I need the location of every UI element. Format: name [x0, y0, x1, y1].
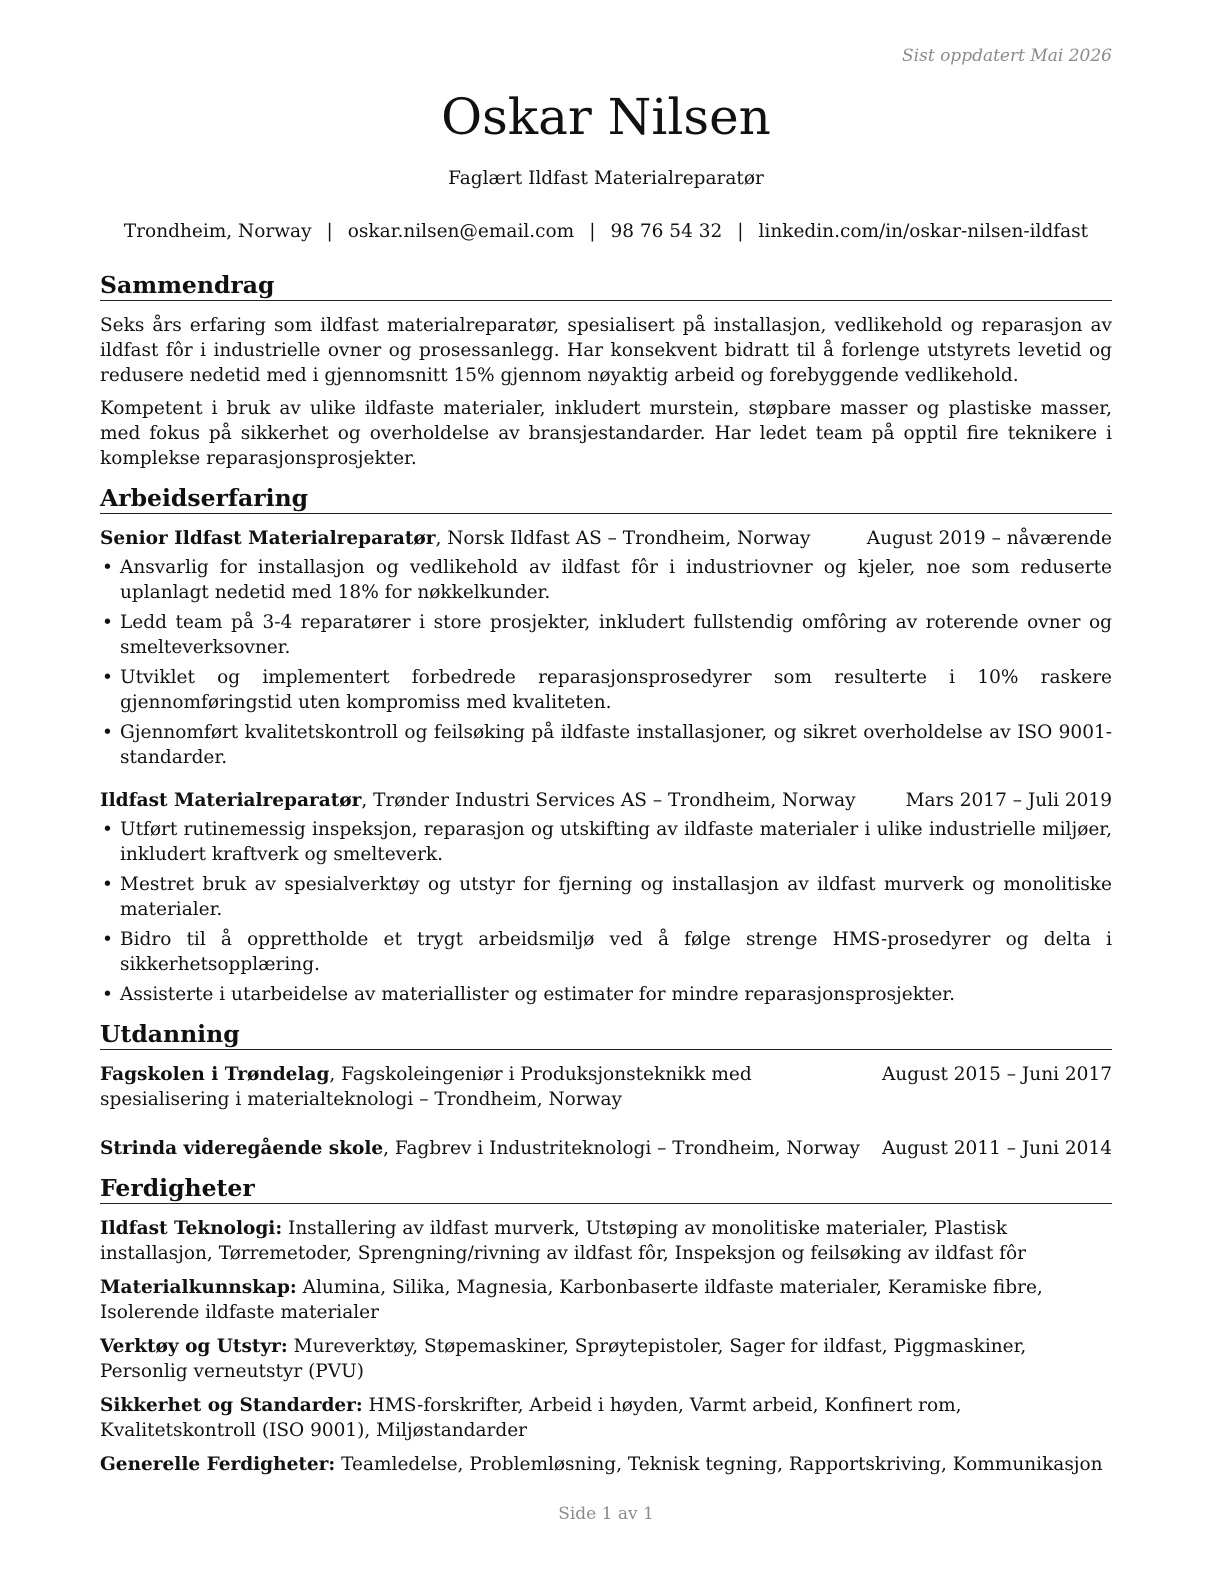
list-item: • Assisterte i utarbeidelse av materiallister og estimater for mindre reparasjonsprosjekter. [100, 982, 1112, 1007]
list-item: • Ledd team på 3-4 reparatører i store prosjekter, inkludert fullstendig omfôring av roterende ovner og smelteverksovner. [100, 610, 1112, 660]
skill-label: Verktøy og Utstyr: [100, 1336, 288, 1357]
skill-text: HMS-forskrifter, Arbeid i høyden, Varmt arbeid, Konfinert rom, Kvalitetskontroll (ISO 9001), Miljøstandarder [100, 1395, 962, 1441]
experience-section [100, 483, 1112, 1007]
job-role: Senior Ildfast Materialreparatør [100, 528, 436, 549]
summary-section [100, 270, 1112, 471]
section-heading: Utdanning [100, 1019, 1112, 1050]
school-name: Strinda videregående skole [100, 1138, 384, 1159]
education-dates: August 2011 – Juni 2014 [881, 1138, 1112, 1159]
skill-label: Materialkunnskap: [100, 1277, 297, 1298]
job-header [100, 788, 1112, 813]
education-dates: August 2015 – Juni 2017 [881, 1064, 1112, 1085]
list-item: • Utviklet og implementert forbedrede reparasjonsprosedyrer som resulterte i 10% raskere gjennomføringstid uten kompromiss med kvaliteten. [100, 665, 1112, 715]
contact-separator: | [326, 221, 333, 242]
contact-location: Trondheim, Norway [123, 221, 312, 242]
job-title: Faglært Ildfast Materialreparatør [448, 168, 764, 189]
skill-group [100, 1452, 1112, 1477]
summary-paragraph: Seks års erfaring som ildfast materialreparatør, spesialisert på installasjon, vedlikehold og reparasjon av ildfast fôr i industrielle ovner og prosessanlegg. Har konsekvent bidratt til å forlenge utstyrets levetid og redusere nedetid med i gjennomsnitt 15% gjennom nøyaktig arbeid og forebyggende vedlikehold. [100, 315, 1112, 386]
skill-group [100, 1275, 1112, 1325]
contact-line [100, 219, 1112, 244]
job-dates: Mars 2017 – Juli 2019 [905, 790, 1112, 811]
skill-text: Alumina, Silika, Magnesia, Karbonbaserte ildfaste materialer, Keramiske fibre, Isolerende ildfaste materialer [100, 1277, 1043, 1323]
job-bullets [100, 817, 1112, 1007]
skill-group [100, 1216, 1112, 1266]
education-entry [100, 1062, 1112, 1112]
contact-separator: | [589, 221, 596, 242]
skill-text: Teamledelse, Problemløsning, Teknisk tegning, Rapportskriving, Kommunikasjon [335, 1454, 1103, 1475]
job-entry [100, 526, 1112, 770]
job-employer: , Trønder Industri Services AS – Trondheim, Norway [361, 790, 856, 811]
contact-email[interactable]: oskar.nilsen@email.com [347, 221, 575, 242]
skill-text: Mureverktøy, Støpemaskiner, Sprøytepistoler, Sager for ildfast, Piggmaskiner, Personlig verneutstyr (PVU) [100, 1336, 1027, 1382]
job-dates: August 2019 – nåværende [866, 528, 1112, 549]
page-number: Side 1 av 1 [558, 1504, 654, 1524]
resume-page [100, 0, 1112, 1584]
list-item: • Gjennomført kvalitetskontroll og feilsøking på ildfaste installasjoner, og sikret overholdelse av ISO 9001-standarder. [100, 720, 1112, 770]
skill-group [100, 1393, 1112, 1443]
last-updated: Sist oppdatert Mai 2026 [902, 46, 1112, 66]
list-item: • Bidro til å opprettholde et trygt arbeidsmiljø ved å følge strenge HMS-prosedyrer og delta i sikkerhetsopplæring. [100, 927, 1112, 977]
list-item: • Utført rutinemessig inspeksjon, reparasjon og utskifting av ildfaste materialer i ulike industrielle miljøer, inkludert kraftverk og smelteverk. [100, 817, 1112, 867]
skill-label: Generelle Ferdigheter: [100, 1454, 336, 1475]
list-item: • Ansvarlig for installasjon og vedlikehold av ildfast fôr i industriovner og kjeler, noe som reduserte uplanlagt nedetid med 18% for nøkkelkunder. [100, 555, 1112, 605]
skill-group [100, 1334, 1112, 1384]
education-section [100, 1019, 1112, 1161]
job-bullets [100, 555, 1112, 770]
contact-phone: 98 76 54 32 [610, 221, 723, 242]
school-name: Fagskolen i Trøndelag [100, 1064, 330, 1085]
section-heading: Sammendrag [100, 270, 1112, 301]
resume-content [100, 270, 1112, 1489]
degree-details: , Fagbrev i Industriteknologi – Trondheim, Norway [383, 1138, 860, 1159]
candidate-name: Oskar Nilsen [441, 88, 771, 146]
skill-text: Installering av ildfast murverk, Utstøping av monolitiske materialer, Plastisk installasjon, Tørremetoder, Sprengning/rivning av ildfast fôr, Inspeksjon og feilsøking av ildfast fôr [100, 1218, 1026, 1264]
contact-separator: | [737, 221, 744, 242]
contact-linkedin[interactable]: linkedin.com/in/oskar-nilsen-ildfast [758, 221, 1089, 242]
list-item: • Mestret bruk av spesialverktøy og utstyr for fjerning og installasjon av ildfast murverk og monolitiske materialer. [100, 872, 1112, 922]
degree-details: , Fagskoleingeniør i Produksjonsteknikk med spesialisering i materialteknologi – Trondheim, Norway [100, 1064, 752, 1110]
job-entry [100, 788, 1112, 1007]
skill-label: Sikkerhet og Standarder: [100, 1395, 363, 1416]
education-entry [100, 1136, 1112, 1161]
summary-paragraph: Kompetent i bruk av ulike ildfaste materialer, inkludert murstein, støpbare masser og plastiske masser, med fokus på sikkerhet og overholdelse av bransjestandarder. Har ledet team på opptil fire teknikere i komplekse reparasjonsprosjekter. [100, 398, 1112, 469]
job-header [100, 526, 1112, 551]
job-role: Ildfast Materialreparatør [100, 790, 362, 811]
section-heading: Ferdigheter [100, 1173, 1112, 1204]
skill-label: Ildfast Teknologi: [100, 1218, 283, 1239]
section-heading: Arbeidserfaring [100, 483, 1112, 514]
skills-section [100, 1173, 1112, 1477]
job-employer: , Norsk Ildfast AS – Trondheim, Norway [435, 528, 811, 549]
